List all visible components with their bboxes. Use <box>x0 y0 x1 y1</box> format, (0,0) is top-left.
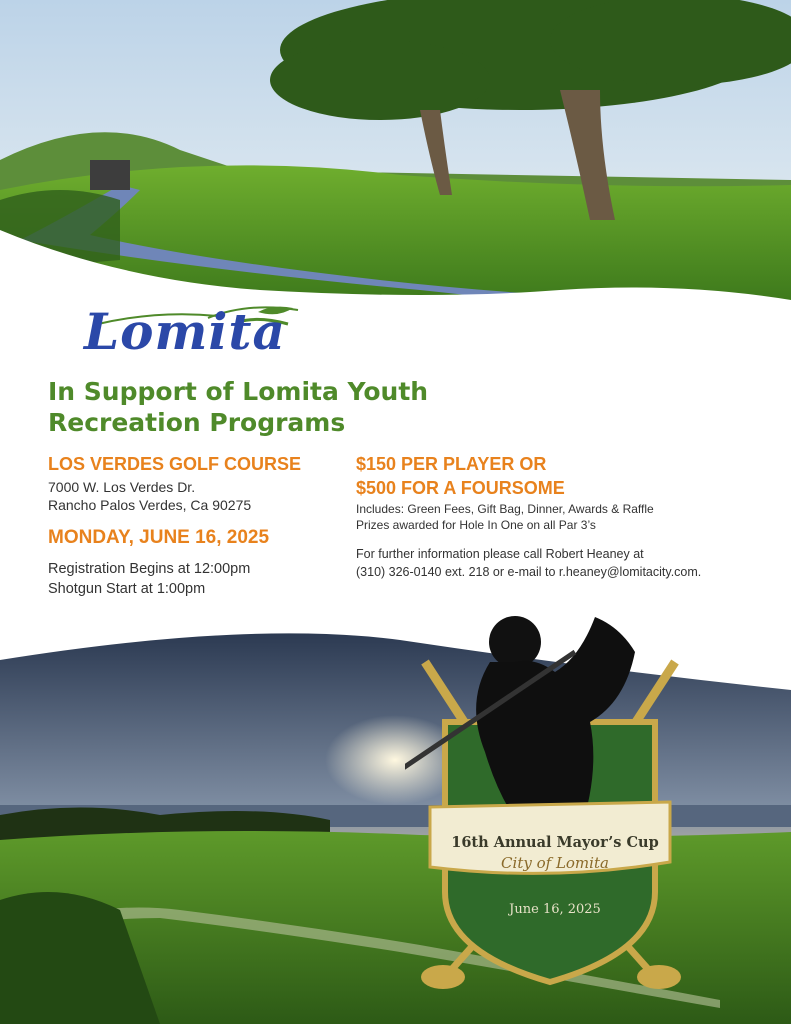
lomita-logo <box>78 300 308 370</box>
crest-subtitle: City of Lomita <box>501 854 609 872</box>
shotgun-start-time: Shotgun Start at 1:00pm <box>48 581 206 597</box>
headline <box>48 376 508 438</box>
venue-address-line-2: Rancho Palos Verdes, Ca 90275 <box>48 497 252 513</box>
golf-course-top-photo <box>0 0 791 330</box>
contact-line-2: (310) 326-0140 ext. 218 or e-mail to r.heaney@lomitacity.com. <box>356 565 702 579</box>
event-date: MONDAY, JUNE 16, 2025 <box>48 527 270 548</box>
crest-date: June 16, 2025 <box>509 902 601 917</box>
includes-line-1: Includes: Green Fees, Gift Bag, Dinner, Awards & Raffle <box>356 502 654 516</box>
venue-name: LOS VERDES GOLF COURSE <box>48 454 302 474</box>
registration-time: Registration Begins at 12:00pm <box>48 561 251 577</box>
headline-line-1: In Support of Lomita Youth <box>48 377 429 406</box>
headline-line-2: Recreation Programs <box>48 408 346 437</box>
mayors-cup-crest <box>405 612 695 1024</box>
logo-wordmark: Lomita <box>84 302 286 361</box>
golfer-shield-icon <box>405 612 695 1024</box>
crest-title: 16th Annual Mayor’s Cup <box>451 834 659 851</box>
price-foursome: $500 FOR A FOURSOME <box>356 478 565 498</box>
includes-line-2: Prizes awarded for Hole In One on all Par 3’s <box>356 518 596 532</box>
contact-line-1: For further information please call Robert Heaney at <box>356 547 644 561</box>
price-per-player: $150 PER PLAYER OR <box>356 454 547 474</box>
venue-address-line-1: 7000 W. Los Verdes Dr. <box>48 479 196 495</box>
